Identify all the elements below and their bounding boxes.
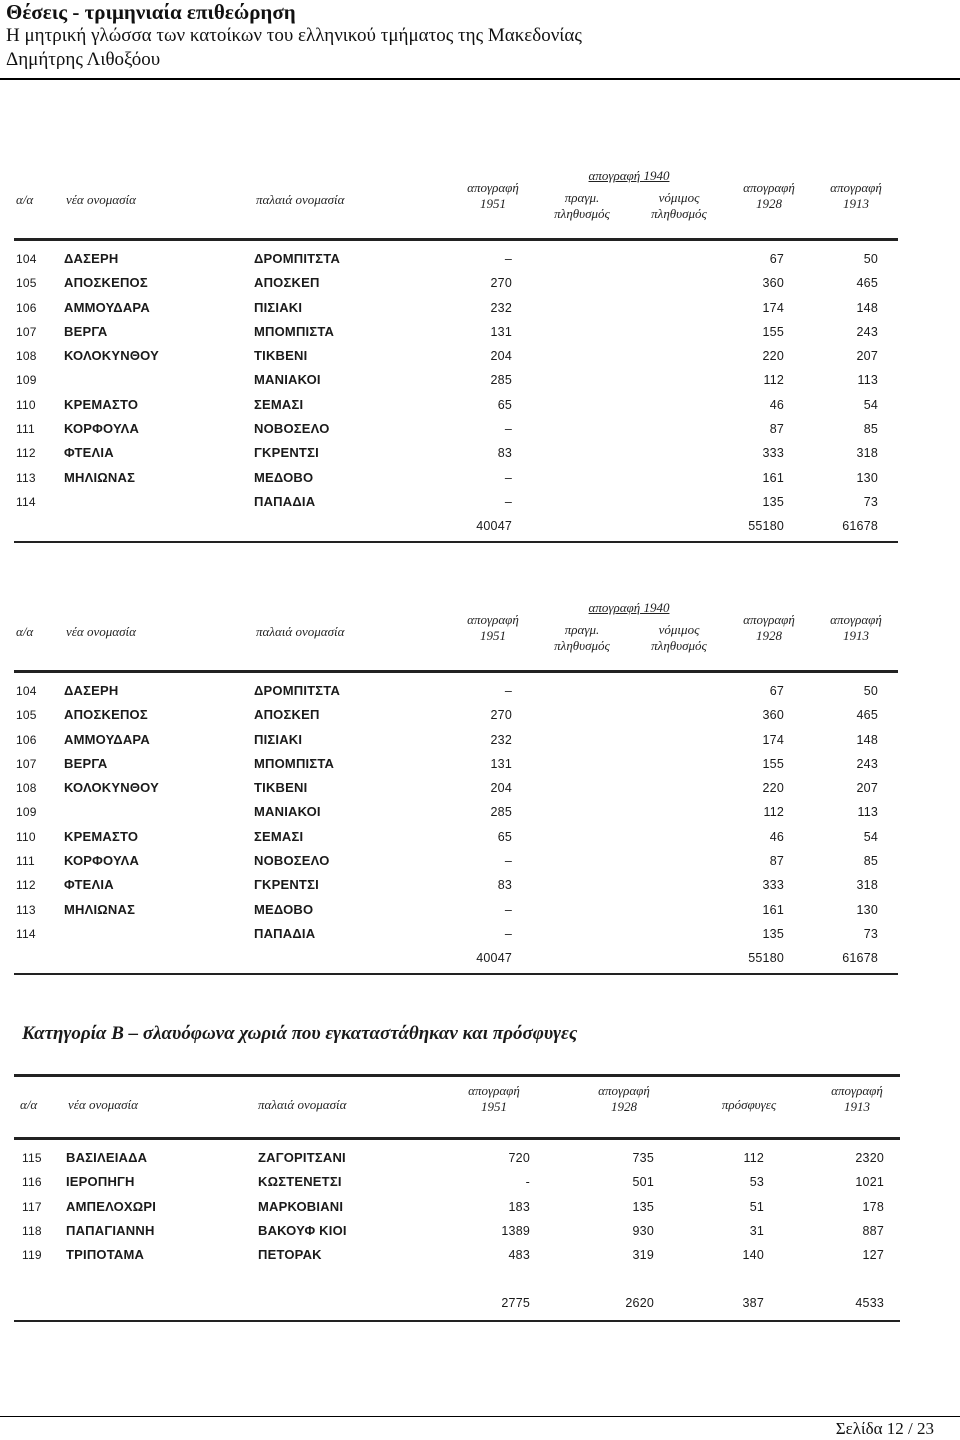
row-census-1928: 155: [762, 756, 784, 771]
row-new-name: ΚΡΕΜΑΣΤΟ: [64, 396, 139, 412]
row-old-name: ΠΑΠΑΔΙΑ: [254, 925, 316, 941]
col-census-1928: [726, 180, 812, 212]
row-id: 118: [22, 1223, 42, 1238]
header-divider: [0, 78, 960, 80]
row-id: 106: [16, 300, 37, 315]
rows-gap: [14, 1267, 900, 1291]
row-new-name: ΦΤΕΛΙΑ: [64, 445, 114, 461]
row-census-1951: 270: [490, 276, 512, 291]
table-row: [14, 466, 898, 490]
total-census-1951: 40047: [476, 519, 512, 534]
row-new-name: ΚΟΛΟΚΥΝΘΟΥ: [64, 780, 159, 796]
table-row: [14, 825, 898, 849]
row-census-1913: 465: [856, 708, 878, 723]
col-census-1913: [814, 180, 898, 212]
row-old-name: ΑΠΟΣΚΕΠ: [254, 275, 320, 291]
row-refugees: 31: [749, 1223, 764, 1238]
col-legal-pop: [634, 622, 724, 654]
row-census-1928: 161: [762, 470, 784, 485]
col-id: α/α: [16, 624, 34, 639]
col-id: α/α: [20, 1097, 38, 1112]
row-new-name: ΤΡΙΠΟΤΑΜΑ: [66, 1247, 145, 1263]
row-census-1951: 83: [497, 446, 512, 461]
row-old-name: ΝΟΒΟΣΕΛΟ: [254, 853, 330, 869]
row-new-name: ΠΑΠΑΓΙΑΝΝΗ: [66, 1222, 155, 1238]
row-id: 114: [16, 494, 36, 509]
row-old-name: ΖΑΓΟΡΙΤΣΑΝΙ: [258, 1150, 346, 1165]
row-id: 108: [16, 349, 37, 364]
total-census-1913: 61678: [842, 951, 878, 966]
col-id: α/α: [16, 192, 34, 207]
row-census-1913: 2320: [855, 1151, 884, 1165]
row-census-1913: 50: [863, 252, 878, 266]
total-census-1928: 2620: [625, 1296, 654, 1311]
row-census-1913: 148: [856, 300, 878, 315]
col-census-1913-label: απογραφή: [831, 1083, 883, 1098]
row-refugees: 112: [743, 1151, 764, 1165]
document-title: Θέσεις - τριμηνιαία επιθεώρηση: [6, 0, 296, 24]
col-census-1928-label: απογραφή: [743, 612, 795, 627]
col-new-name: νέα ονομασία: [66, 624, 136, 639]
col-actual-pop-sub: πληθυσμός: [554, 638, 610, 653]
row-census-1951: –: [504, 494, 512, 509]
row-census-1951: –: [504, 422, 512, 437]
row-old-name: ΣΕΜΑΣΙ: [254, 396, 304, 412]
col-old-name: παλαιά ονομασία: [256, 192, 345, 207]
col-census-1913-label: απογραφή: [830, 612, 882, 627]
row-new-name: ΑΠΟΣΚΕΠΟΣ: [64, 275, 148, 291]
col-actual-pop: [539, 190, 625, 222]
table-row: [14, 247, 898, 271]
row-census-1913: 73: [863, 494, 878, 509]
col-census-1913: [814, 612, 898, 644]
row-census-1913: 127: [862, 1248, 884, 1263]
col-census-1951-label: απογραφή: [468, 1083, 520, 1098]
row-census-1951: –: [504, 902, 512, 917]
row-census-1913: 465: [856, 276, 878, 291]
row-census-1913: 85: [863, 422, 878, 437]
row-census-1951: 65: [497, 397, 512, 412]
col-new-name: νέα ονομασία: [68, 1097, 138, 1112]
col-legal-pop: [634, 190, 724, 222]
row-id: 116: [22, 1175, 42, 1190]
row-new-name: ΦΤΕΛΙΑ: [64, 877, 114, 893]
col-actual-pop-sub: πληθυσμός: [554, 206, 610, 221]
row-census-1951: –: [504, 854, 512, 869]
row-census-1951: –: [504, 684, 512, 698]
row-census-1928: 135: [632, 1199, 654, 1214]
row-new-name: ΔΑΣΕΡΗ: [64, 683, 119, 698]
row-new-name: ΑΠΟΣΚΕΠΟΣ: [64, 707, 148, 723]
table-row: [14, 490, 898, 514]
col-census-1913: [814, 1083, 900, 1115]
row-old-name: ΠΕΤΟΡΑΚ: [258, 1247, 322, 1263]
col-old-name: παλαιά ονομασία: [258, 1097, 347, 1112]
row-census-1913: 1021: [855, 1175, 884, 1190]
table-row: [14, 417, 898, 441]
row-new-name: ΙΕΡΟΠΗΓΗ: [66, 1174, 135, 1190]
row-census-1913: 207: [856, 781, 878, 796]
row-id: 117: [22, 1199, 42, 1214]
row-old-name: ΓΚΡΕΝΤΣΙ: [254, 877, 319, 893]
row-new-name: ΚΟΛΟΚΥΝΘΟΥ: [64, 348, 159, 364]
row-id: 113: [16, 902, 36, 917]
row-id: 111: [16, 422, 35, 437]
table-bottom-rule: [14, 541, 898, 543]
row-old-name: ΜΕΔΟΒΟ: [254, 901, 314, 917]
page-number: Σελίδα 12 / 23: [835, 1419, 934, 1438]
row-census-1928: 46: [769, 829, 784, 844]
table-row: [14, 271, 898, 295]
row-census-1951: 720: [508, 1151, 530, 1165]
row-id: 104: [16, 684, 37, 698]
total-census-1928: 55180: [748, 951, 784, 966]
table-row: [14, 849, 898, 873]
totals-row: [14, 514, 898, 538]
table-row: [14, 320, 898, 344]
col-census-1913-year: 1913: [843, 196, 869, 211]
row-census-1913: 54: [863, 829, 878, 844]
row-census-1913: 113: [857, 373, 878, 388]
row-old-name: ΜΠΟΜΠΙΣΤΑ: [254, 323, 335, 339]
table-row: [14, 752, 898, 776]
row-census-1951: 1389: [501, 1223, 530, 1238]
row-old-name: ΚΩΣΤΕΝΕΤΣΙ: [258, 1174, 342, 1190]
row-new-name: ΚΟΡΦΟΥΛΑ: [64, 421, 140, 437]
col-census-1951-year: 1951: [481, 1099, 507, 1114]
row-refugees: 140: [742, 1248, 764, 1263]
row-id: 104: [16, 252, 37, 266]
col-census-1913-label: απογραφή: [830, 180, 882, 195]
row-census-1928: 87: [769, 854, 784, 869]
row-census-1951: 232: [490, 300, 512, 315]
row-old-name: ΜΕΔΟΒΟ: [254, 469, 314, 485]
row-census-1928: 220: [762, 781, 784, 796]
total-census-1951: 40047: [476, 951, 512, 966]
row-old-name: ΜΠΟΜΠΙΣΤΑ: [254, 755, 335, 771]
col-census-1913-year: 1913: [843, 628, 869, 643]
table-row: [14, 344, 898, 368]
col-actual-pop-label: πραγμ.: [564, 190, 600, 205]
row-new-name: ΒΑΣΙΛΕΙΑΔΑ: [66, 1150, 148, 1165]
row-old-name: ΠΙΣΙΑΚΙ: [254, 731, 303, 747]
col-census-1951: [450, 612, 536, 644]
row-census-1913: 113: [857, 805, 878, 820]
row-census-1951: 232: [490, 732, 512, 747]
row-old-name: ΑΠΟΣΚΕΠ: [254, 707, 320, 723]
col-census-1928-year: 1928: [611, 1099, 637, 1114]
row-old-name: ΔΡΟΜΠΙΤΣΤΑ: [254, 251, 341, 266]
row-census-1928: 112: [763, 373, 784, 388]
col-census-1951-label: απογραφή: [467, 180, 519, 195]
total-refugees: 387: [742, 1296, 764, 1311]
row-new-name: ΒΕΡΓΑ: [64, 755, 108, 771]
col-census-1928-label: απογραφή: [598, 1083, 650, 1098]
col-census-1951-year: 1951: [480, 196, 506, 211]
total-census-1913: 4533: [855, 1296, 884, 1311]
total-census-1951: 2775: [501, 1296, 530, 1311]
col-census-1951-label: απογραφή: [467, 612, 519, 627]
row-census-1928: 735: [632, 1151, 654, 1165]
row-census-1951: 183: [508, 1199, 530, 1214]
col-census-1940: απογραφή 1940: [588, 600, 670, 615]
table-row: [14, 393, 898, 417]
document-header: [6, 0, 954, 72]
row-census-1913: 130: [856, 470, 878, 485]
category-b-title: Κατηγορία Β – σλαυόφωνα χωριά που εγκαταστάθηκαν και πρόσφυγες: [22, 1023, 578, 1044]
col-census-1928: [584, 1083, 664, 1115]
table-row: [14, 679, 898, 703]
row-census-1951: -: [525, 1175, 530, 1190]
row-census-1913: 207: [856, 349, 878, 364]
row-old-name: ΒΑΚΟΥΦ ΚΙΟΙ: [258, 1222, 347, 1238]
census-table-rows: [14, 673, 898, 971]
footer-divider: [0, 1416, 960, 1417]
row-old-name: ΜΑΡΚΟΒΙΑΝΙ: [258, 1198, 344, 1214]
row-refugees: 51: [749, 1199, 764, 1214]
row-census-1928: 930: [632, 1223, 654, 1238]
col-census-1928-year: 1928: [756, 628, 782, 643]
category-b-header: [14, 1074, 900, 1140]
row-new-name: ΚΡΕΜΑΣΤΟ: [64, 828, 139, 844]
row-old-name: ΤΙΚΒΕΝΙ: [254, 780, 308, 796]
row-census-1928: 501: [632, 1175, 654, 1190]
col-old-name: παλαιά ονομασία: [256, 624, 345, 639]
row-new-name: ΔΑΣΕΡΗ: [64, 251, 119, 266]
row-new-name: ΜΗΛΙΩΝΑΣ: [64, 901, 136, 917]
col-census-1940: απογραφή 1940: [588, 168, 670, 183]
row-id: 107: [16, 756, 37, 771]
row-census-1951: 131: [490, 324, 512, 339]
row-new-name: ΑΜΜΟΥΔΑΡΑ: [64, 299, 150, 315]
row-old-name: ΔΡΟΜΠΙΤΣΤΑ: [254, 683, 341, 698]
col-census-1951-year: 1951: [480, 628, 506, 643]
row-id: 111: [16, 854, 35, 869]
row-census-1928: 319: [632, 1248, 654, 1263]
row-old-name: ΤΙΚΒΕΝΙ: [254, 348, 308, 364]
census-table-rows: [14, 241, 898, 539]
row-census-1951: –: [504, 252, 512, 266]
col-census-1951: [454, 1083, 534, 1115]
row-id: 108: [16, 781, 37, 796]
table-bottom-rule: [14, 973, 898, 975]
col-census-1928: [726, 612, 812, 644]
row-census-1928: 46: [769, 397, 784, 412]
row-census-1928: 87: [769, 422, 784, 437]
census-table-scan-1: [14, 166, 898, 543]
row-census-1913: 318: [856, 446, 878, 461]
census-table-scan-2: [14, 598, 898, 975]
col-refugees: πρόσφυγες: [721, 1097, 777, 1112]
row-new-name: ΑΜΠΕΛΟΧΩΡΙ: [66, 1198, 157, 1214]
row-census-1913: 243: [856, 756, 878, 771]
table-bottom-rule: [14, 1320, 900, 1322]
row-old-name: ΜΑΝΙΑΚΟΙ: [254, 372, 321, 388]
table-row: [14, 800, 898, 824]
col-legal-pop-sub: πληθυσμός: [651, 206, 707, 221]
col-legal-pop-sub: πληθυσμός: [651, 638, 707, 653]
col-census-1928-label: απογραφή: [743, 180, 795, 195]
row-id: 109: [16, 373, 37, 388]
row-old-name: ΣΕΜΑΣΙ: [254, 828, 304, 844]
row-census-1913: 85: [863, 854, 878, 869]
table-row: [14, 728, 898, 752]
total-census-1913: 61678: [842, 519, 878, 534]
table-row: [14, 1219, 900, 1243]
table-row: [14, 1243, 900, 1267]
row-new-name: ΜΗΛΙΩΝΑΣ: [64, 469, 136, 485]
row-old-name: ΝΟΒΟΣΕΛΟ: [254, 421, 330, 437]
row-id: 109: [16, 805, 37, 820]
document-author: Δημήτρης Λιθοξόου: [6, 49, 161, 70]
row-census-1913: 318: [856, 878, 878, 893]
row-old-name: ΜΑΝΙΑΚΟΙ: [254, 804, 321, 820]
row-new-name: ΚΟΡΦΟΥΛΑ: [64, 853, 140, 869]
row-census-1928: 220: [762, 349, 784, 364]
row-census-1951: 204: [490, 781, 512, 796]
row-census-1913: 148: [856, 732, 878, 747]
table-row: [14, 441, 898, 465]
row-id: 115: [22, 1151, 42, 1165]
row-census-1928: 174: [762, 732, 784, 747]
row-census-1913: 50: [863, 684, 878, 698]
totals-row: [14, 946, 898, 970]
row-old-name: ΠΙΣΙΑΚΙ: [254, 299, 303, 315]
col-census-1928-year: 1928: [756, 196, 782, 211]
table-row: [14, 922, 898, 946]
row-census-1951: –: [504, 926, 512, 941]
row-new-name: ΑΜΜΟΥΔΑΡΑ: [64, 731, 150, 747]
row-id: 106: [16, 732, 37, 747]
row-census-1913: 243: [856, 324, 878, 339]
row-census-1951: 285: [490, 373, 512, 388]
row-old-name: ΓΚΡΕΝΤΣΙ: [254, 445, 319, 461]
row-census-1928: 333: [762, 878, 784, 893]
row-refugees: 53: [749, 1175, 764, 1190]
row-census-1928: 67: [769, 252, 784, 266]
col-legal-pop-label: νόμιμος: [658, 190, 700, 205]
row-census-1928: 135: [762, 926, 784, 941]
row-census-1951: 270: [490, 708, 512, 723]
row-id: 119: [22, 1248, 42, 1263]
table-row: [14, 898, 898, 922]
row-census-1913: 73: [863, 926, 878, 941]
table-row: [14, 873, 898, 897]
table-row: [14, 703, 898, 727]
row-census-1951: 204: [490, 349, 512, 364]
row-id: 110: [16, 829, 36, 844]
row-census-1951: 483: [508, 1248, 530, 1263]
row-census-1951: 285: [490, 805, 512, 820]
table-row: [14, 368, 898, 392]
category-b-table: [14, 1020, 900, 1322]
col-actual-pop-label: πραγμ.: [564, 622, 600, 637]
row-census-1928: 67: [769, 684, 784, 698]
col-census-1913-year: 1913: [844, 1099, 870, 1114]
row-census-1928: 112: [763, 805, 784, 820]
row-id: 112: [16, 878, 36, 893]
row-census-1928: 360: [762, 708, 784, 723]
col-actual-pop: [539, 622, 625, 654]
row-census-1928: 135: [762, 494, 784, 509]
total-census-1928: 55180: [748, 519, 784, 534]
row-census-1913: 178: [862, 1199, 884, 1214]
row-census-1928: 360: [762, 276, 784, 291]
row-new-name: ΒΕΡΓΑ: [64, 323, 108, 339]
census-table-header: [14, 166, 898, 241]
row-census-1928: 155: [762, 324, 784, 339]
table-row: [14, 1146, 900, 1170]
row-old-name: ΠΑΠΑΔΙΑ: [254, 493, 316, 509]
table-row: [14, 1195, 900, 1219]
col-legal-pop-label: νόμιμος: [658, 622, 700, 637]
row-census-1951: 83: [497, 878, 512, 893]
row-census-1928: 174: [762, 300, 784, 315]
totals-row: [14, 1291, 900, 1315]
row-id: 110: [16, 397, 36, 412]
row-census-1951: 131: [490, 756, 512, 771]
table-row: [14, 1170, 900, 1194]
category-b-rows: [14, 1140, 900, 1322]
row-id: 107: [16, 324, 37, 339]
row-id: 105: [16, 708, 37, 723]
row-census-1913: 130: [856, 902, 878, 917]
census-table-header: [14, 598, 898, 673]
row-census-1913: 887: [862, 1223, 884, 1238]
document-subtitle: Η μητρική γλώσσα των κατοίκων του ελληνικού τμήματος της Μακεδονίας: [6, 25, 582, 46]
row-id: 112: [16, 446, 36, 461]
row-id: 114: [16, 926, 36, 941]
row-census-1928: 333: [762, 446, 784, 461]
table-row: [14, 776, 898, 800]
col-census-1951: [450, 180, 536, 212]
row-census-1928: 161: [762, 902, 784, 917]
row-id: 105: [16, 276, 37, 291]
table-row: [14, 296, 898, 320]
row-census-1951: 65: [497, 829, 512, 844]
row-census-1913: 54: [863, 397, 878, 412]
row-census-1951: –: [504, 470, 512, 485]
col-new-name: νέα ονομασία: [66, 192, 136, 207]
row-id: 113: [16, 470, 36, 485]
